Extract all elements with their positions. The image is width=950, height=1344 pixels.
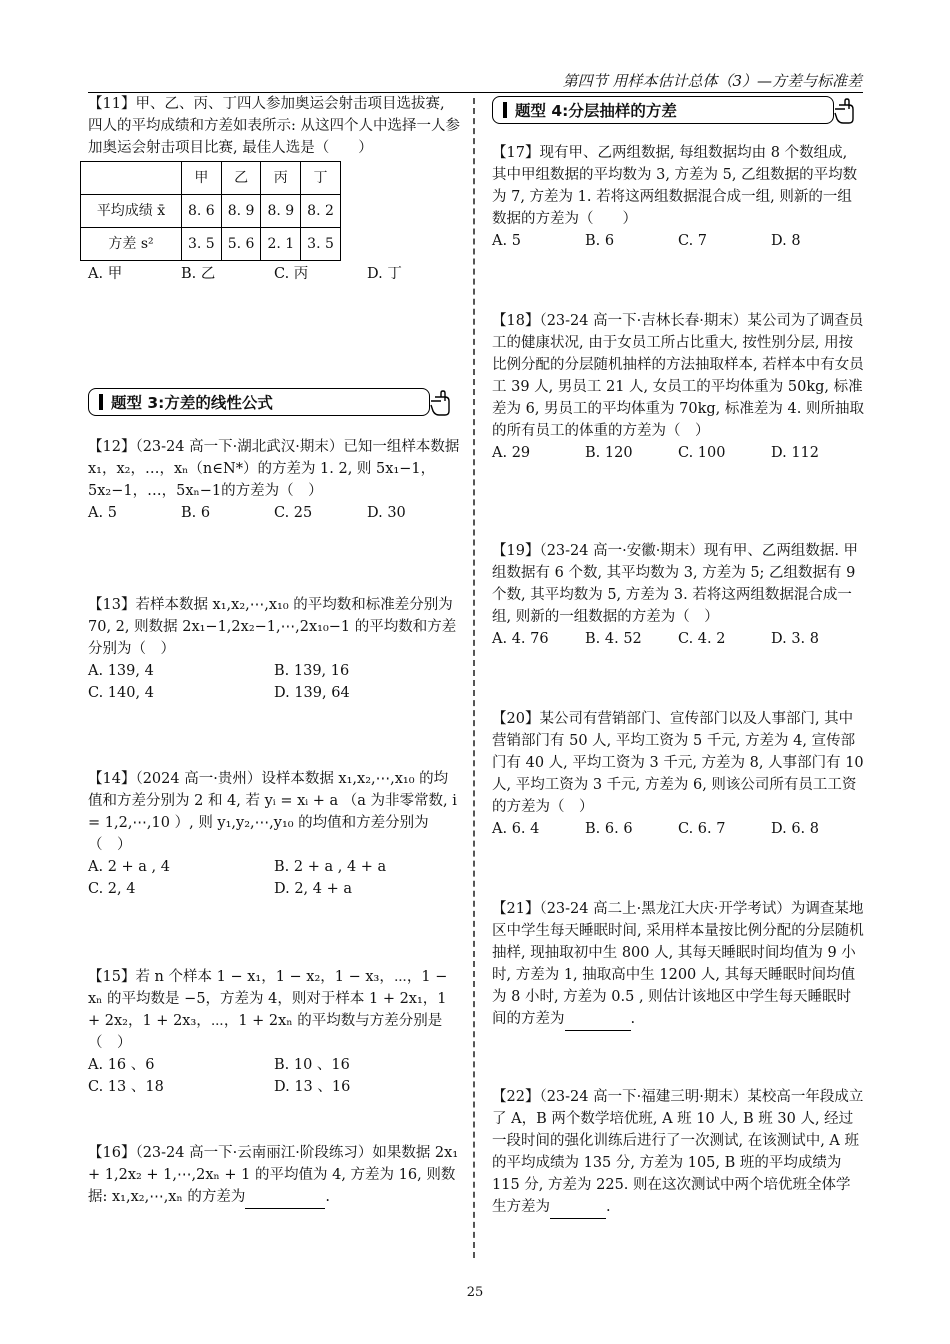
option-a[interactable]: A. 5 <box>492 233 521 249</box>
option-c[interactable]: C. 25 <box>274 505 313 521</box>
page-header: 第四节 用样本估计总体（3）—方差与标准差 <box>562 72 862 90</box>
option-d[interactable]: D. 112 <box>771 445 820 461</box>
question-13 <box>88 594 460 704</box>
options <box>88 502 460 524</box>
score-table <box>80 161 341 261</box>
answer-blank[interactable] <box>565 1008 631 1031</box>
section-3-heading <box>88 388 430 416</box>
option-a[interactable]: A. 甲 <box>88 266 123 282</box>
option-d[interactable]: D. 13 、16 <box>274 1079 351 1095</box>
options <box>492 442 864 464</box>
options <box>88 263 460 285</box>
heading-bar <box>503 102 507 118</box>
table-header-cell: 丙 <box>261 162 301 195</box>
option-c[interactable]: C. 100 <box>678 445 726 461</box>
option-c[interactable]: C. 丙 <box>274 266 309 282</box>
options <box>88 856 460 900</box>
option-b[interactable]: B. 4. 52 <box>585 631 642 647</box>
page-number: 25 <box>466 1285 484 1300</box>
option-a[interactable]: A. 5 <box>88 505 117 521</box>
question-stem: 【17】现有甲、乙两组数据, 每组数据均由 8 个数组成, 其中甲组数据的平均数为 3, 方差为 5, 乙组数据的平均数为 7, 方差为 1. 若将这两组数据混合成一组, 则新的一组数据的方差为（ ） <box>492 145 858 227</box>
heading-bar <box>99 394 103 410</box>
question-stem: 【13】若样本数据 x₁,x₂,⋯,x₁₀ 的平均数和标准差分别为 70, 2, 则数据 2x₁−1,2x₂−1,⋯,2x₁₀−1 的平均数和方差分别为（ ） <box>88 597 457 657</box>
options <box>492 628 864 650</box>
option-b[interactable]: B. 10 、16 <box>274 1057 350 1073</box>
option-a[interactable]: A. 29 <box>492 445 531 461</box>
question-stem: 【21】（23-24 高二上·黑龙江大庆·开学考试）为调查某地区中学生每天睡眠时间, 采用样本量按比例分配的分层随机抽样, 现抽取初中生 800 人, 其每天睡眠时间均值为 9 小时, 方差为 1, 抽取高中生 1200 人, 其每天睡眠时间均值为 8 小时, 方差为 0.5 , 则估计该地区中学生每天睡眠时间的方差为 <box>492 901 864 1027</box>
question-12 <box>88 436 460 524</box>
table-header-cell: 乙 <box>221 162 261 195</box>
question-stem: 【15】若 n 个样本 1 − x₁，1 − x₂，1 − x₃，⋯，1 − xₙ 的平均数是 −5，方差为 4，则对于样本 1 + 2x₁，1 + 2x₂，1 + 2x₃，⋯，1 + 2xₙ 的平均数与方差分别是（ ） <box>88 969 448 1051</box>
table-cell: 2. 1 <box>261 228 301 261</box>
table-cell: 3. 5 <box>182 228 222 261</box>
option-d[interactable]: D. 丁 <box>367 266 402 282</box>
option-a[interactable]: A. 2 + a , 4 <box>88 859 170 875</box>
answer-blank[interactable] <box>550 1196 606 1219</box>
option-b[interactable]: B. 6 <box>181 505 211 521</box>
question-15 <box>88 966 460 1098</box>
section-title: 题型 3:方差的线性公式 <box>111 394 273 412</box>
option-d[interactable]: D. 8 <box>771 233 801 249</box>
question-22 <box>492 1086 864 1219</box>
option-d[interactable]: D. 3. 8 <box>771 631 819 647</box>
question-stem: 【16】（23-24 高一下·云南丽江·阶段练习）如果数据 2x₁ + 1,2x₂ + 1,⋯,2xₙ + 1 的平均值为 4, 方差为 16, 则数据: x₁,x₂,⋯,xₙ 的方差为 <box>88 1145 459 1205</box>
answer-blank[interactable] <box>245 1186 325 1209</box>
option-c[interactable]: C. 4. 2 <box>678 631 726 647</box>
options <box>88 660 460 704</box>
pointing-hand-icon <box>427 387 459 419</box>
question-stem: 【20】某公司有营销部门、宣传部门以及人事部门, 其中营销部门有 50 人, 平均工资为 5 千元, 方差为 4, 宣传部门有 40 人, 平均工资为 3 千元, 方差为 8, 人事部门有 10 人, 平均工资为 3 千元, 方差为 6, 则该公司所有员工工资的方差为（ ） <box>492 711 864 815</box>
stem-end: . <box>606 1199 611 1215</box>
option-a[interactable]: A. 4. 76 <box>492 631 549 647</box>
question-stem: 【11】甲、乙、丙、丁四人参加奥运会射击项目选拔赛, 四人的平均成绩和方差如表所示: 从这四个人中选择一人参加奥运会射击项目比赛, 最佳人选是（ ） <box>88 96 460 156</box>
question-19 <box>492 540 864 650</box>
option-a[interactable]: A. 16 、6 <box>88 1057 155 1073</box>
question-stem: 【18】（23-24 高一下·吉林长春·期末）某公司为了调查员工的健康状况, 由于女员工所占比重大, 按性别分层, 用按比例分配的分层随机抽样的方法抽取样本, 若样本中有女员工 39 人, 男员工 21 人, 女员工的平均体重为 50kg, 标准差为 6, 男员工的平均体重为 70kg, 标准差为 4. 则所抽取的所有员工的体重的方差为（ ） <box>492 313 864 439</box>
question-stem: 【22】（23-24 高一下·福建三明·期末）某校高一年段成立了 A，B 两个数学培优班, A 班 10 人, B 班 30 人, 经过一段时间的强化训练后进行了一次测试, 在该测试中, A 班的平均成绩为 135 分, 方差为 105, B 班的平均成绩为 115 分, 方差为 225. 则在这次测试中两个培优班全体学生方差为 <box>492 1089 864 1215</box>
section-4-heading <box>492 96 834 124</box>
table-cell: 8. 2 <box>301 195 341 228</box>
table-cell: 平均成绩 x̄ <box>81 195 182 228</box>
option-d[interactable]: D. 30 <box>367 505 406 521</box>
option-d[interactable]: D. 139, 64 <box>274 685 350 701</box>
question-20 <box>492 708 864 840</box>
question-stem: 【19】（23-24 高一·安徽·期末）现有甲、乙两组数据. 甲组数据有 6 个数, 其平均数为 3, 方差为 5; 乙组数据有 9 个数, 其平均数为 5, 方差为 3. 若将这两组数据混合成一组, 则新的一组数据的方差为（ ） <box>492 543 859 625</box>
option-c[interactable]: C. 7 <box>678 233 708 249</box>
option-c[interactable]: C. 6. 7 <box>678 821 726 837</box>
pointing-hand-icon <box>831 95 863 127</box>
question-stem: 【12】（23-24 高一下·湖北武汉·期末）已知一组样本数据 x₁，x₂，…，xₙ（n∈N*）的方差为 1. 2, 则 5x₁−1，5x₂−1，…，5xₙ−1的方差为（ ） <box>88 439 460 499</box>
table-cell: 8. 6 <box>182 195 222 228</box>
table-header-cell: 丁 <box>301 162 341 195</box>
table-cell: 8. 9 <box>221 195 261 228</box>
question-18 <box>492 310 864 464</box>
option-d[interactable]: D. 2, 4 + a <box>274 881 353 897</box>
table-cell: 8. 9 <box>261 195 301 228</box>
table-header-cell: 甲 <box>182 162 222 195</box>
option-b[interactable]: B. 2 + a , 4 + a <box>274 859 387 875</box>
option-b[interactable]: B. 6. 6 <box>585 821 633 837</box>
option-a[interactable]: A. 139, 4 <box>88 663 154 679</box>
table-header-cell <box>81 162 182 195</box>
options <box>492 818 864 840</box>
option-d[interactable]: D. 6. 8 <box>771 821 819 837</box>
options <box>88 1054 460 1098</box>
option-a[interactable]: A. 6. 4 <box>492 821 540 837</box>
column-divider <box>473 98 475 1258</box>
question-stem: 【14】（2024 高一·贵州）设样本数据 x₁,x₂,⋯,x₁₀ 的均值和方差分别为 2 和 4, 若 yᵢ = xᵢ + a （a 为非零常数, i = 1,2,⋯,10 ）, 则 y₁,y₂,⋯,y₁₀ 的均值和方差分别为（ ） <box>88 771 457 853</box>
question-16 <box>88 1142 460 1209</box>
option-c[interactable]: C. 13 、18 <box>88 1079 164 1095</box>
options <box>492 230 864 252</box>
question-14 <box>88 768 460 900</box>
question-17 <box>492 142 864 252</box>
stem-end: . <box>630 1011 636 1027</box>
table-cell: 5. 6 <box>221 228 261 261</box>
option-b[interactable]: B. 乙 <box>181 266 216 282</box>
table-cell: 方差 s² <box>81 228 182 261</box>
option-b[interactable]: B. 139, 16 <box>274 663 350 679</box>
option-c[interactable]: C. 140, 4 <box>88 685 154 701</box>
stem-end: . <box>325 1189 330 1205</box>
section-title: 题型 4:分层抽样的方差 <box>515 102 677 120</box>
option-b[interactable]: B. 120 <box>585 445 633 461</box>
question-21 <box>492 898 864 1031</box>
option-c[interactable]: C. 2, 4 <box>88 881 136 897</box>
option-b[interactable]: B. 6 <box>585 233 615 249</box>
table-cell: 3. 5 <box>301 228 341 261</box>
question-11 <box>88 93 460 285</box>
